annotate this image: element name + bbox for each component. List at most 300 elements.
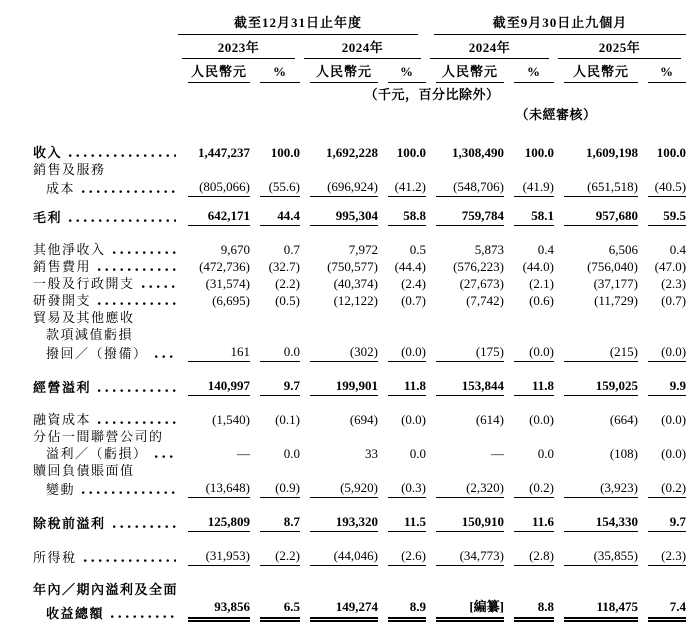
value-text: (5,920) (310, 479, 378, 498)
table-row (33, 396, 686, 428)
value-text: (32.7) (268, 259, 300, 274)
value-text: (2.1) (529, 276, 555, 291)
value-cell (378, 498, 426, 532)
label-column-spacer (33, 14, 178, 35)
value-cell (378, 396, 426, 428)
value-cell (426, 498, 504, 532)
value-cell (504, 479, 554, 498)
value-text (514, 326, 554, 343)
value-text: (44.0) (522, 259, 555, 274)
value-cell (638, 197, 686, 226)
value-cell (300, 309, 378, 326)
value-text: (41.9) (514, 178, 554, 197)
value-text: (576,223) (453, 259, 505, 274)
value-text (310, 326, 378, 343)
value-cell (378, 462, 426, 479)
value-cell (250, 123, 300, 161)
value-text (188, 309, 250, 326)
value-cell (250, 428, 300, 445)
value-text: 11.6 (514, 513, 554, 532)
value-cell (378, 275, 426, 292)
value-cell (554, 275, 638, 292)
value-text: (11,729) (594, 293, 639, 308)
value-cell (554, 292, 638, 309)
table-row (33, 161, 686, 178)
table-row (33, 123, 686, 161)
value-text: 7,972 (348, 242, 378, 257)
note-spacer (33, 103, 426, 123)
value-cell (638, 479, 686, 498)
value-cell (378, 161, 426, 178)
value-text: (175) (436, 343, 504, 362)
value-text: (2.4) (401, 276, 427, 291)
value-cell (178, 123, 250, 161)
value-cell (504, 326, 554, 343)
value-cell (554, 362, 638, 396)
year-col-9m2025: 2025年 (554, 35, 686, 59)
value-text: [編纂] (436, 598, 504, 622)
value-text (564, 581, 638, 598)
table-header (33, 14, 686, 123)
row-label-text: 分佔一間聯營公司的 (33, 429, 164, 444)
value-cell (638, 428, 686, 445)
value-text: (0.0) (661, 412, 687, 427)
value-text: 5,873 (474, 242, 505, 257)
value-text: 11.5 (388, 513, 426, 532)
value-cell (504, 309, 554, 326)
value-text: (0.2) (514, 479, 554, 498)
value-cell (178, 178, 250, 197)
value-text: (0.0) (648, 343, 686, 362)
value-text: (756,040) (587, 259, 639, 274)
value-text (188, 326, 250, 343)
value-cell (300, 445, 378, 462)
value-cell (250, 396, 300, 428)
value-text: (35,855) (564, 547, 638, 566)
value-cell (178, 292, 250, 309)
value-text (648, 309, 686, 326)
value-text: 118,475 (564, 598, 638, 622)
income-statement-table (33, 14, 686, 622)
value-cell (504, 161, 554, 178)
value-cell (250, 362, 300, 396)
value-text: (31,953) (188, 547, 250, 566)
value-cell (250, 343, 300, 362)
value-cell (426, 226, 504, 258)
unaudited-note-row (33, 103, 686, 123)
value-text: (215) (564, 343, 638, 362)
row-label (33, 326, 178, 343)
value-text: 193,320 (310, 513, 378, 532)
value-text (388, 309, 426, 326)
row-label-text: 撥回／（撥備） (46, 346, 148, 361)
label-column-spacer (33, 35, 178, 59)
value-text (648, 428, 686, 445)
value-cell (378, 445, 426, 462)
value-text (648, 326, 686, 343)
value-text: 9.7 (648, 513, 686, 532)
leader-dots (98, 420, 176, 425)
value-text: 100.0 (524, 145, 555, 160)
value-cell (250, 479, 300, 498)
leader-dots (98, 267, 176, 272)
unit-note: （千元，百分比除外） (364, 87, 500, 102)
leader-dots (142, 284, 176, 289)
value-cell (554, 309, 638, 326)
value-text: 1,609,198 (586, 145, 639, 160)
value-cell (426, 161, 504, 178)
value-cell (554, 343, 638, 362)
value-cell (554, 197, 638, 226)
value-cell (250, 462, 300, 479)
value-text: (548,706) (436, 178, 504, 197)
period-group-row (33, 14, 686, 35)
value-cell (504, 362, 554, 396)
value-text: 58.8 (388, 207, 426, 226)
value-cell (378, 226, 426, 258)
value-cell (250, 598, 300, 622)
row-label (33, 532, 178, 566)
value-cell (378, 258, 426, 275)
value-text (436, 309, 504, 326)
value-text: 7.4 (648, 598, 686, 622)
row-label (33, 479, 178, 498)
value-text: 1,692,228 (326, 145, 378, 160)
value-text: (13,648) (188, 479, 250, 498)
label-column-spacer (33, 59, 178, 83)
value-text (388, 462, 426, 479)
value-cell (426, 462, 504, 479)
value-text (564, 462, 638, 479)
value-cell (300, 428, 378, 445)
value-text (564, 309, 638, 326)
value-cell (554, 396, 638, 428)
value-cell (300, 479, 378, 498)
value-cell (178, 326, 250, 343)
value-text: 0.0 (260, 343, 300, 362)
value-text: 8.8 (514, 598, 554, 622)
table-row (33, 309, 686, 326)
value-text: 0.5 (409, 242, 427, 257)
table-row (33, 362, 686, 396)
value-cell (554, 479, 638, 498)
period-group-nine-month-label: 截至9月30日止九個月 (434, 14, 686, 35)
value-cell (554, 462, 638, 479)
value-cell (178, 428, 250, 445)
table-row (33, 428, 686, 445)
value-cell (426, 396, 504, 428)
value-text: 9,670 (220, 242, 250, 257)
value-cell (250, 292, 300, 309)
value-cell (504, 197, 554, 226)
value-text: (0.0) (529, 412, 555, 427)
value-text: (0.0) (401, 412, 427, 427)
value-cell (554, 161, 638, 178)
value-cell (378, 123, 426, 161)
row-label-text: 毛利 (33, 210, 63, 225)
value-cell (178, 343, 250, 362)
value-cell (554, 178, 638, 197)
value-cell (554, 445, 638, 462)
row-label (33, 226, 178, 258)
value-text: (37,177) (593, 276, 639, 291)
row-label (33, 428, 178, 445)
row-label (33, 396, 178, 428)
value-cell (250, 197, 300, 226)
value-cell (638, 292, 686, 309)
value-cell (178, 396, 250, 428)
value-cell (250, 445, 300, 462)
value-cell (504, 428, 554, 445)
subheader-percent-fy2024: % (378, 59, 426, 83)
value-text: (0.9) (260, 479, 300, 498)
value-cell (638, 462, 686, 479)
value-cell (504, 396, 554, 428)
table-row (33, 326, 686, 343)
value-text: (651,518) (564, 178, 638, 197)
value-cell (378, 197, 426, 226)
value-text: (55.6) (260, 178, 300, 197)
subheader-currency-9m2025: 人民幣元 (554, 59, 638, 83)
value-text: (2.8) (514, 547, 554, 566)
value-text: 159,025 (564, 377, 638, 396)
table-row (33, 532, 686, 566)
value-text: (302) (310, 343, 378, 362)
value-text (388, 161, 426, 178)
value-text (188, 581, 250, 598)
value-cell (638, 226, 686, 258)
value-cell (426, 258, 504, 275)
row-label (33, 258, 178, 275)
value-text: (34,773) (436, 547, 504, 566)
value-cell (554, 258, 638, 275)
value-text: 0.4 (669, 242, 687, 257)
value-text: (0.0) (661, 446, 687, 461)
value-text: 100.0 (656, 145, 687, 160)
leader-dots (82, 189, 176, 194)
table-row (33, 598, 686, 622)
value-cell (504, 178, 554, 197)
value-cell (638, 258, 686, 275)
table-row (33, 178, 686, 197)
value-cell (378, 178, 426, 197)
value-text: 11.8 (514, 377, 554, 396)
row-label (33, 566, 178, 598)
value-text: — (491, 446, 505, 461)
value-cell (300, 566, 378, 598)
value-text (436, 462, 504, 479)
value-text (260, 309, 300, 326)
value-cell (300, 396, 378, 428)
value-cell (300, 498, 378, 532)
value-cell (504, 532, 554, 566)
value-text (260, 462, 300, 479)
leader-dots (111, 614, 176, 619)
value-text: (12,122) (333, 293, 378, 308)
value-text: (27,673) (459, 276, 505, 291)
value-cell (638, 326, 686, 343)
value-cell (300, 197, 378, 226)
value-cell (250, 226, 300, 258)
value-cell (300, 532, 378, 566)
value-cell (178, 309, 250, 326)
value-cell (504, 292, 554, 309)
value-cell (300, 275, 378, 292)
value-cell (426, 445, 504, 462)
value-cell (426, 275, 504, 292)
value-text (648, 581, 686, 598)
year-col-fy2023: 2023年 (178, 35, 300, 59)
value-cell (504, 343, 554, 362)
value-text: 0.0 (537, 446, 555, 461)
subheader-percent-fy2023: % (250, 59, 300, 83)
row-label (33, 178, 178, 197)
value-cell (378, 532, 426, 566)
value-text: 8.7 (260, 513, 300, 532)
row-label (33, 343, 178, 362)
value-text: 150,910 (436, 513, 504, 532)
value-cell (504, 445, 554, 462)
value-cell (638, 123, 686, 161)
value-cell (638, 498, 686, 532)
value-text: (2.3) (661, 276, 687, 291)
leader-dots (155, 454, 176, 459)
value-cell (250, 275, 300, 292)
value-text (388, 428, 426, 445)
value-text (260, 428, 300, 445)
value-text: 44.4 (260, 207, 300, 226)
row-label-text: 變動 (46, 482, 76, 497)
value-cell (426, 532, 504, 566)
leader-dots (113, 524, 176, 529)
value-cell (178, 532, 250, 566)
value-text: (2,320) (436, 479, 504, 498)
value-text: 11.8 (388, 377, 426, 396)
value-text: (2.2) (275, 276, 300, 291)
value-text: (2.2) (260, 547, 300, 566)
value-cell (426, 479, 504, 498)
year-col-fy2024: 2024年 (300, 35, 426, 59)
value-text: 153,844 (436, 377, 504, 396)
value-cell (178, 498, 250, 532)
row-label-text: 經營溢利 (33, 380, 92, 395)
value-cell (554, 123, 638, 161)
value-text: 125,809 (188, 513, 250, 532)
value-text: 199,901 (310, 377, 378, 396)
value-text: (2.3) (648, 547, 686, 566)
table-body (33, 123, 686, 622)
value-cell (554, 226, 638, 258)
table-row (33, 258, 686, 275)
value-cell (250, 566, 300, 598)
value-text: 995,304 (310, 207, 378, 226)
value-cell (638, 343, 686, 362)
value-text: 0.0 (283, 446, 300, 461)
value-cell (250, 498, 300, 532)
value-text: (0.0) (514, 343, 554, 362)
value-text (260, 161, 300, 178)
row-label (33, 275, 178, 292)
value-text (188, 428, 250, 445)
subheader-percent-9m2024: % (504, 59, 554, 83)
value-cell (426, 566, 504, 598)
value-cell (426, 123, 504, 161)
row-label-text: 銷售費用 (33, 259, 92, 274)
value-text (188, 462, 250, 479)
row-label-text: 溢利／（虧損） (46, 446, 148, 461)
value-text: (472,736) (199, 259, 250, 274)
value-text: 149,274 (310, 598, 378, 622)
value-cell (426, 343, 504, 362)
leader-dots (69, 218, 176, 223)
value-text: 1,308,490 (452, 145, 505, 160)
leader-dots (82, 490, 176, 495)
value-text: 0.7 (283, 242, 300, 257)
value-cell (300, 178, 378, 197)
value-cell (378, 362, 426, 396)
value-text: 642,171 (188, 207, 250, 226)
value-text (514, 581, 554, 598)
value-cell (638, 445, 686, 462)
value-cell (554, 598, 638, 622)
value-cell (554, 498, 638, 532)
value-cell (638, 275, 686, 292)
row-label (33, 462, 178, 479)
value-text: 33 (365, 446, 378, 461)
value-text: (7,742) (466, 293, 505, 308)
value-cell (504, 498, 554, 532)
value-cell (178, 566, 250, 598)
table-row (33, 479, 686, 498)
value-text (436, 161, 504, 178)
value-text: 9.7 (260, 377, 300, 396)
value-text: — (237, 446, 250, 461)
value-cell (300, 123, 378, 161)
value-text: 0.0 (409, 446, 427, 461)
period-group-annual (178, 14, 426, 35)
unit-note-row (33, 83, 686, 103)
value-cell (378, 428, 426, 445)
value-cell (378, 479, 426, 498)
value-cell (300, 161, 378, 178)
value-text: (1,540) (212, 412, 250, 427)
value-cell (300, 598, 378, 622)
value-cell (250, 309, 300, 326)
value-text: 100.0 (270, 145, 300, 160)
value-text (436, 326, 504, 343)
value-text: (40.5) (648, 178, 686, 197)
value-cell (178, 275, 250, 292)
value-text: (3,923) (564, 479, 638, 498)
value-text (514, 161, 554, 178)
value-text: 957,680 (564, 207, 638, 226)
subheader-currency-fy2024: 人民幣元 (300, 59, 378, 83)
value-cell (638, 396, 686, 428)
value-text: (31,574) (205, 276, 250, 291)
leader-dots (113, 250, 176, 255)
table-row (33, 275, 686, 292)
value-cell (378, 566, 426, 598)
leader-dots (84, 558, 176, 563)
value-cell (178, 598, 250, 622)
value-cell (426, 428, 504, 445)
value-text: (44,046) (310, 547, 378, 566)
value-text: (0.2) (648, 479, 686, 498)
value-cell (426, 326, 504, 343)
value-cell (178, 226, 250, 258)
value-cell (638, 362, 686, 396)
row-label-text: 其他淨收入 (33, 242, 106, 257)
